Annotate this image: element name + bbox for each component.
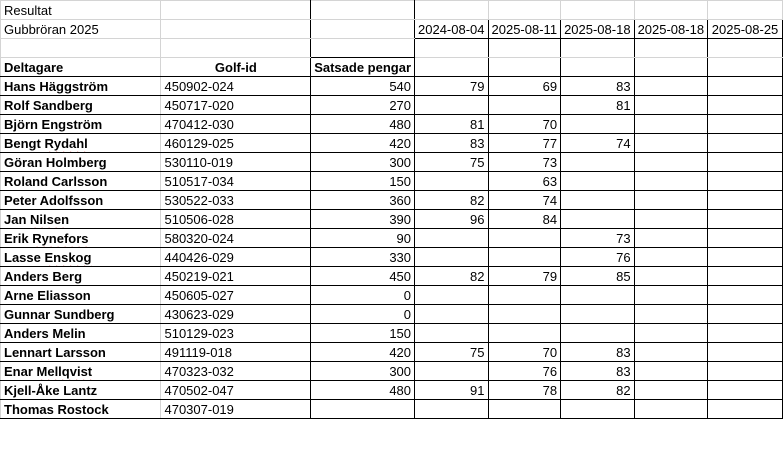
cell[interactable]: [311, 1, 415, 20]
cell[interactable]: [161, 20, 311, 39]
golf-id-cell[interactable]: 470412-030: [161, 115, 311, 134]
golf-id-cell[interactable]: 470502-047: [161, 381, 311, 400]
money-cell[interactable]: 390: [311, 210, 415, 229]
participant-name-cell[interactable]: Arne Eliasson: [1, 286, 161, 305]
score-cell-2[interactable]: 70: [488, 343, 561, 362]
money-cell[interactable]: 480: [311, 381, 415, 400]
score-cell-5[interactable]: [708, 305, 783, 324]
golf-id-cell[interactable]: 510129-023: [161, 324, 311, 343]
score-cell-5[interactable]: [708, 286, 783, 305]
score-cell-3[interactable]: [561, 191, 635, 210]
participant-name-cell[interactable]: Gunnar Sundberg: [1, 305, 161, 324]
cell[interactable]: [634, 58, 708, 77]
golf-id-cell[interactable]: 460129-025: [161, 134, 311, 153]
score-cell-3[interactable]: 74: [561, 134, 635, 153]
score-cell-1[interactable]: 91: [415, 381, 489, 400]
score-cell-4[interactable]: [634, 210, 708, 229]
score-cell-3[interactable]: 76: [561, 248, 635, 267]
score-cell-4[interactable]: [634, 267, 708, 286]
participant-name-cell[interactable]: Hans Häggström: [1, 77, 161, 96]
money-cell[interactable]: 90: [311, 229, 415, 248]
score-cell-4[interactable]: [634, 172, 708, 191]
table-row: [1, 134, 783, 153]
score-cell-1[interactable]: 82: [415, 267, 489, 286]
table-row: [1, 115, 783, 134]
score-cell-2[interactable]: 84: [488, 210, 561, 229]
cell[interactable]: [634, 39, 708, 58]
cell[interactable]: [634, 1, 708, 20]
score-cell-3[interactable]: 85: [561, 267, 635, 286]
cell[interactable]: [161, 1, 311, 20]
table-row: [1, 210, 783, 229]
score-cell-4[interactable]: [634, 191, 708, 210]
score-cell-5[interactable]: [708, 381, 783, 400]
participant-name-cell[interactable]: Göran Holmberg: [1, 153, 161, 172]
score-cell-5[interactable]: [708, 96, 783, 115]
score-cell-5[interactable]: [708, 324, 783, 343]
golf-id-cell[interactable]: 470307-019: [161, 400, 311, 419]
spellcheck-flagged-word: Nilsen: [30, 212, 70, 227]
cell[interactable]: [415, 39, 489, 58]
money-cell[interactable]: 360: [311, 191, 415, 210]
table-row: [1, 191, 783, 210]
score-cell-4[interactable]: [634, 248, 708, 267]
table-row: [1, 400, 783, 419]
score-cell-4[interactable]: [634, 96, 708, 115]
score-cell-1[interactable]: [415, 400, 489, 419]
score-cell-5[interactable]: [708, 210, 783, 229]
score-cell-1[interactable]: 75: [415, 343, 489, 362]
score-cell-5[interactable]: [708, 77, 783, 96]
score-cell-3[interactable]: [561, 324, 635, 343]
score-cell-2[interactable]: [488, 286, 561, 305]
score-cell-4[interactable]: [634, 381, 708, 400]
score-cell-2[interactable]: [488, 305, 561, 324]
date-header-3[interactable]: 2025-08-18: [561, 20, 635, 39]
date-header-5[interactable]: 2025-08-25: [708, 20, 783, 39]
score-cell-2[interactable]: 73: [488, 153, 561, 172]
participant-name-cell[interactable]: Björn Engström: [1, 115, 161, 134]
cell[interactable]: [311, 20, 415, 39]
cell[interactable]: [415, 1, 489, 20]
table-row: [1, 362, 783, 381]
score-cell-4[interactable]: [634, 305, 708, 324]
score-cell-3[interactable]: 83: [561, 362, 635, 381]
golf-id-cell[interactable]: 510506-028: [161, 210, 311, 229]
header-satsade-pengar[interactable]: Satsade pengar: [311, 58, 415, 77]
cell[interactable]: [488, 58, 561, 77]
score-cell-1[interactable]: [415, 96, 489, 115]
score-cell-5[interactable]: [708, 400, 783, 419]
money-cell[interactable]: 270: [311, 96, 415, 115]
money-cell[interactable]: 0: [311, 305, 415, 324]
score-cell-1[interactable]: 81: [415, 115, 489, 134]
score-cell-2[interactable]: 70: [488, 115, 561, 134]
table-row: [1, 248, 783, 267]
score-cell-3[interactable]: [561, 153, 635, 172]
score-cell-4[interactable]: [634, 343, 708, 362]
header-golf-id[interactable]: Golf-id: [161, 58, 311, 77]
participant-name-cell[interactable]: Bengt Rydahl: [1, 134, 161, 153]
score-cell-3[interactable]: [561, 400, 635, 419]
score-cell-2[interactable]: [488, 324, 561, 343]
cell[interactable]: [561, 58, 635, 77]
table-row: [1, 77, 783, 96]
golf-id-cell[interactable]: 470323-032: [161, 362, 311, 381]
golf-id-cell[interactable]: 450605-027: [161, 286, 311, 305]
score-cell-1[interactable]: [415, 248, 489, 267]
score-cell-1[interactable]: [415, 286, 489, 305]
golf-id-cell[interactable]: 450902-024: [161, 77, 311, 96]
score-cell-5[interactable]: [708, 343, 783, 362]
score-cell-2[interactable]: 77: [488, 134, 561, 153]
subtitle-cell[interactable]: Gubbröran 2025: [1, 20, 161, 39]
score-cell-4[interactable]: [634, 362, 708, 381]
score-cell-5[interactable]: [708, 172, 783, 191]
score-cell-2[interactable]: 79: [488, 267, 561, 286]
money-cell[interactable]: 300: [311, 362, 415, 381]
money-cell[interactable]: 420: [311, 343, 415, 362]
table-row: [1, 172, 783, 191]
date-header-1[interactable]: 2024-08-04: [415, 20, 489, 39]
participant-name-cell[interactable]: Kjell-Åke Lantz: [1, 381, 161, 400]
score-cell-4[interactable]: [634, 400, 708, 419]
score-cell-3[interactable]: [561, 115, 635, 134]
cell[interactable]: [561, 39, 635, 58]
money-cell[interactable]: 330: [311, 248, 415, 267]
golf-id-cell[interactable]: 530110-019: [161, 153, 311, 172]
cell[interactable]: [1, 39, 161, 58]
score-cell-3[interactable]: 83: [561, 343, 635, 362]
title-cell[interactable]: Resultat: [1, 1, 161, 20]
score-cell-3[interactable]: [561, 286, 635, 305]
score-cell-3[interactable]: 73: [561, 229, 635, 248]
score-cell-4[interactable]: [634, 134, 708, 153]
spellcheck-flagged-word: Mellqvist: [36, 364, 93, 379]
score-cell-2[interactable]: [488, 400, 561, 419]
score-cell-5[interactable]: [708, 115, 783, 134]
score-cell-3[interactable]: [561, 305, 635, 324]
cell[interactable]: [311, 39, 415, 58]
money-cell[interactable]: 480: [311, 115, 415, 134]
score-cell-5[interactable]: [708, 362, 783, 381]
cell[interactable]: [708, 58, 783, 77]
money-cell[interactable]: 150: [311, 172, 415, 191]
score-cell-2[interactable]: [488, 248, 561, 267]
money-cell[interactable]: 150: [311, 324, 415, 343]
participant-name-cell[interactable]: Anders Berg: [1, 267, 161, 286]
golf-id-cell[interactable]: 510517-034: [161, 172, 311, 191]
header-deltagare[interactable]: Deltagare: [1, 58, 161, 77]
score-cell-4[interactable]: [634, 324, 708, 343]
participant-name-cell[interactable]: Lennart Larsson: [1, 343, 161, 362]
cell[interactable]: [415, 58, 489, 77]
golf-id-cell[interactable]: 440426-029: [161, 248, 311, 267]
score-cell-4[interactable]: [634, 115, 708, 134]
score-cell-5[interactable]: [708, 248, 783, 267]
cell[interactable]: [708, 1, 783, 20]
score-cell-1[interactable]: 75: [415, 153, 489, 172]
score-cell-4[interactable]: [634, 286, 708, 305]
money-cell[interactable]: 300: [311, 153, 415, 172]
score-cell-5[interactable]: [708, 191, 783, 210]
participant-name-cell[interactable]: Enar Mellqvist: [1, 362, 161, 381]
cell[interactable]: [708, 39, 783, 58]
date-header-4[interactable]: 2025-08-18: [634, 20, 708, 39]
participant-name-cell[interactable]: Thomas Rostock: [1, 400, 161, 419]
score-cell-5[interactable]: [708, 134, 783, 153]
golf-id-cell[interactable]: 450219-021: [161, 267, 311, 286]
participant-name-cell[interactable]: Erik Rynefors: [1, 229, 161, 248]
table-row: [1, 286, 783, 305]
money-cell[interactable]: 420: [311, 134, 415, 153]
money-cell[interactable]: [311, 400, 415, 419]
score-cell-2[interactable]: 69: [488, 77, 561, 96]
date-header-2[interactable]: 2025-08-11: [488, 20, 561, 39]
score-cell-4[interactable]: [634, 153, 708, 172]
participant-name-cell[interactable]: Rolf Sandberg: [1, 96, 161, 115]
golf-id-cell[interactable]: 450717-020: [161, 96, 311, 115]
spellcheck-flagged-word: Rydahl: [44, 136, 88, 151]
golf-id-cell[interactable]: 530522-033: [161, 191, 311, 210]
score-cell-3[interactable]: 82: [561, 381, 635, 400]
table-row: [1, 324, 783, 343]
score-cell-5[interactable]: [708, 267, 783, 286]
table-row: [1, 153, 783, 172]
score-cell-1[interactable]: 96: [415, 210, 489, 229]
participant-name-cell[interactable]: Roland Carlsson: [1, 172, 161, 191]
score-cell-1[interactable]: [415, 305, 489, 324]
score-cell-1[interactable]: [415, 324, 489, 343]
score-cell-2[interactable]: 63: [488, 172, 561, 191]
score-cell-5[interactable]: [708, 229, 783, 248]
score-cell-5[interactable]: [708, 153, 783, 172]
participant-name-cell[interactable]: Lasse Enskog: [1, 248, 161, 267]
score-cell-2[interactable]: [488, 96, 561, 115]
participant-name-cell[interactable]: Jan Nilsen: [1, 210, 161, 229]
cell[interactable]: [488, 39, 561, 58]
table-row: [1, 96, 783, 115]
score-cell-1[interactable]: [415, 229, 489, 248]
table-row: [1, 343, 783, 362]
cell[interactable]: [161, 39, 311, 58]
score-cell-4[interactable]: [634, 77, 708, 96]
score-cell-2[interactable]: [488, 229, 561, 248]
money-cell[interactable]: 0: [311, 286, 415, 305]
score-cell-2[interactable]: 78: [488, 381, 561, 400]
participant-name-cell[interactable]: Anders Melin: [1, 324, 161, 343]
score-cell-2[interactable]: 74: [488, 191, 561, 210]
table-row: [1, 229, 783, 248]
score-cell-2[interactable]: 76: [488, 362, 561, 381]
golf-id-cell[interactable]: 430623-029: [161, 305, 311, 324]
score-cell-1[interactable]: [415, 172, 489, 191]
score-cell-4[interactable]: [634, 229, 708, 248]
score-cell-1[interactable]: [415, 362, 489, 381]
spellcheck-flagged-word: Enskog: [44, 250, 92, 265]
table-row: [1, 267, 783, 286]
score-cell-3[interactable]: 81: [561, 96, 635, 115]
table-row: [1, 381, 783, 400]
score-cell-1[interactable]: 82: [415, 191, 489, 210]
money-cell[interactable]: 540: [311, 77, 415, 96]
score-cell-3[interactable]: [561, 172, 635, 191]
score-cell-1[interactable]: 83: [415, 134, 489, 153]
score-cell-3[interactable]: 83: [561, 77, 635, 96]
golf-id-cell[interactable]: 491119-018: [161, 343, 311, 362]
score-cell-1[interactable]: 79: [415, 77, 489, 96]
participant-name-cell[interactable]: Peter Adolfsson: [1, 191, 161, 210]
golf-id-cell[interactable]: 580320-024: [161, 229, 311, 248]
cell[interactable]: [561, 1, 635, 20]
score-cell-3[interactable]: [561, 210, 635, 229]
money-cell[interactable]: 450: [311, 267, 415, 286]
cell[interactable]: [488, 1, 561, 20]
spellcheck-flagged-word: Rynefors: [32, 231, 89, 246]
table-row: [1, 305, 783, 324]
